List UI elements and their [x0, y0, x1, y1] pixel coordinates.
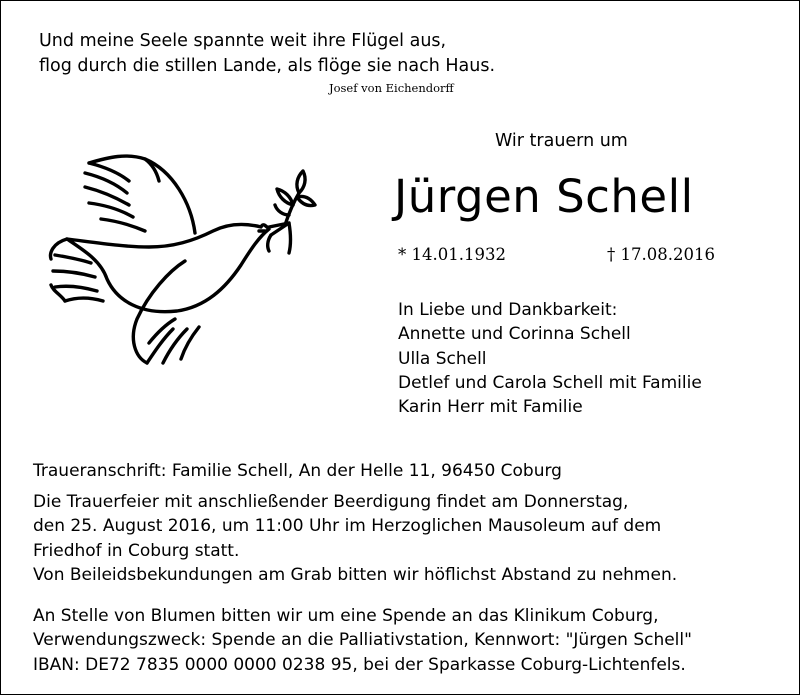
death-date: † 17.08.2016	[607, 245, 715, 264]
poem-quote	[39, 29, 495, 79]
family-line: Annette und Corinna Schell	[398, 324, 631, 345]
address-line: Traueranschrift: Familie Schell, An der Helle 11, 96450 Coburg	[33, 461, 562, 481]
funeral-line: Die Trauerfeier mit anschließender Beerdigung findet am Donnerstag,	[33, 492, 629, 512]
mourning-intro: Wir trauern um	[495, 131, 628, 151]
funeral-line: den 25. August 2016, um 11:00 Uhr im Herzoglichen Mausoleum auf dem	[33, 516, 662, 537]
donation-line: IBAN: DE72 7835 0000 0000 0238 95, bei der Sparkasse Coburg-Lichtenfels.	[33, 654, 686, 675]
funeral-line: Von Beileidsbekundungen am Grab bitten wir höflichst Abstand zu nehmen.	[33, 564, 678, 585]
mourning-address	[33, 459, 562, 483]
donation-line: Verwendungszweck: Spende an die Palliativstation, Kennwort: "Jürgen Schell"	[33, 630, 692, 651]
funeral-line: Friedhof in Coburg statt.	[33, 540, 240, 561]
donation-info	[33, 604, 692, 677]
family-line: Detlef und Carola Schell mit Familie	[398, 372, 702, 393]
birth-date: * 14.01.1932	[398, 245, 506, 264]
family-list	[398, 298, 702, 419]
family-line: Ulla Schell	[398, 348, 487, 369]
funeral-info	[33, 490, 677, 587]
deceased-name: Jürgen Schell	[394, 170, 694, 223]
family-line: Karin Herr mit Familie	[398, 397, 583, 418]
quote-line: Und meine Seele spannte weit ihre Flügel aus,	[39, 31, 447, 51]
quote-line: flog durch die stillen Lande, als flöge sie nach Haus.	[39, 56, 496, 76]
donation-line: An Stelle von Blumen bitten wir um eine Spende an das Klinikum Coburg,	[33, 606, 659, 626]
dove-with-olive-branch-icon	[45, 143, 321, 371]
family-line: In Liebe und Dankbarkeit:	[398, 300, 618, 320]
quote-author: Josef von Eichendorff	[329, 81, 454, 95]
